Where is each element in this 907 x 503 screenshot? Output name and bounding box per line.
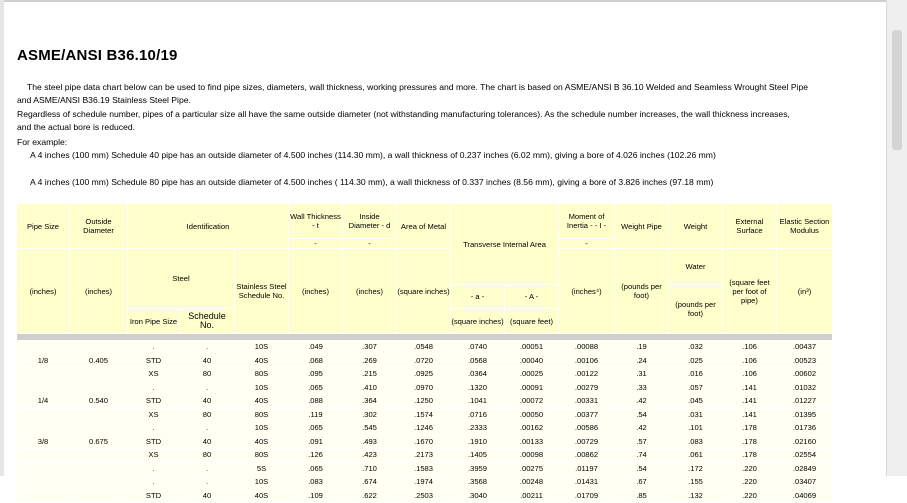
- table-cell: STD: [128, 395, 180, 409]
- table-cell: [70, 381, 128, 395]
- page-title: ASME/ANSI B36.10/19: [17, 47, 178, 64]
- table-cell: .141: [723, 408, 777, 422]
- table-cell: .00586: [559, 422, 615, 436]
- header-moment-of-inertia: Moment of Inertia - - I -: [559, 204, 615, 239]
- table-cell: .220: [723, 462, 777, 476]
- vertical-scrollbar[interactable]: [886, 0, 907, 476]
- unit-outside-diameter: (inches): [70, 249, 128, 334]
- table-cell: 1/4: [17, 395, 70, 409]
- table-cell: [17, 368, 70, 382]
- table-cell: .1320: [451, 381, 505, 395]
- table-cell: .3568: [451, 476, 505, 490]
- table-cell: .01032: [777, 381, 833, 395]
- table-cell: 80: [180, 408, 235, 422]
- table-cell: .178: [723, 422, 777, 436]
- table-cell: .364: [343, 395, 397, 409]
- table-cell: .106: [723, 368, 777, 382]
- table-cell: [70, 341, 128, 355]
- table-cell: .00106: [559, 354, 615, 368]
- table-cell: .065: [289, 381, 343, 395]
- table-cell: 40S: [235, 395, 289, 409]
- table-cell: .1250: [397, 395, 451, 409]
- table-cell: 80: [180, 449, 235, 463]
- table-cell: [17, 449, 70, 463]
- table-cell: .101: [669, 422, 723, 436]
- table-cell: 40S: [235, 435, 289, 449]
- table-cell: .02160: [777, 435, 833, 449]
- table-row: [17, 422, 833, 436]
- unit-elastic-modulus: (in³): [777, 249, 833, 334]
- table-cell: .109: [289, 489, 343, 503]
- table-cell: [17, 422, 70, 436]
- header-outside-diameter: Outside Diameter: [70, 204, 128, 249]
- table-cell: [17, 476, 70, 490]
- table-cell: .54: [615, 462, 669, 476]
- table-cell: [70, 489, 128, 503]
- table-cell: .126: [289, 449, 343, 463]
- table-cell: 10S: [235, 422, 289, 436]
- table-cell: .00098: [505, 449, 559, 463]
- table-cell: .00051: [505, 341, 559, 355]
- header-iron-pipe-size: Iron Pipe Size: [128, 309, 180, 334]
- table-cell: .710: [343, 462, 397, 476]
- pipe-data-table: [16, 203, 833, 503]
- table-cell: .01431: [559, 476, 615, 490]
- unit-weight-water-pounds: (pounds per foot): [669, 285, 723, 334]
- table-cell: 0.405: [70, 354, 128, 368]
- unit-a-large: (square feet): [505, 309, 559, 334]
- table-cell: 80S: [235, 408, 289, 422]
- table-cell: .1583: [397, 462, 451, 476]
- table-cell: .24: [615, 354, 669, 368]
- table-cell: .119: [289, 408, 343, 422]
- table-cell: .2173: [397, 449, 451, 463]
- table-cell: [70, 449, 128, 463]
- table-cell: .061: [669, 449, 723, 463]
- intro-example-2: A 4 inches (100 mm) Schedule 80 pipe has an outside diameter of 4.500 inches ( 114.30 mm), a wall thickness of 0.337 inches (8.56 mm), giving a bore of 3.826 inches (97.18 mm): [30, 177, 714, 187]
- table-cell: .1974: [397, 476, 451, 490]
- table-cell: .00050: [505, 408, 559, 422]
- table-cell: .03407: [777, 476, 833, 490]
- table-row: [17, 435, 833, 449]
- table-cell: .2333: [451, 422, 505, 436]
- table-cell: .132: [669, 489, 723, 503]
- table-cell: .19: [615, 341, 669, 355]
- table-cell: .493: [343, 435, 397, 449]
- table-cell: .00377: [559, 408, 615, 422]
- table-cell: STD: [128, 354, 180, 368]
- table-row: [17, 341, 833, 355]
- header-a-large: - A -: [505, 285, 559, 309]
- header-weight: Weight: [669, 204, 723, 249]
- table-cell: 80S: [235, 368, 289, 382]
- table-cell: [70, 476, 128, 490]
- header-identification: Identification: [128, 204, 289, 249]
- table-cell: .172: [669, 462, 723, 476]
- table-cell: .00279: [559, 381, 615, 395]
- table-cell: .0716: [451, 408, 505, 422]
- table-cell: .032: [669, 341, 723, 355]
- header-inside-dash: -: [343, 239, 397, 249]
- table-cell: .85: [615, 489, 669, 503]
- table-row: [17, 354, 833, 368]
- table-cell: [70, 368, 128, 382]
- table-cell: 40: [180, 435, 235, 449]
- table-cell: .00162: [505, 422, 559, 436]
- table-row: [17, 449, 833, 463]
- intro-line-5: For example:: [17, 137, 68, 147]
- table-cell: .: [128, 462, 180, 476]
- table-cell: .1574: [397, 408, 451, 422]
- table-cell: .: [128, 381, 180, 395]
- table-cell: .00437: [777, 341, 833, 355]
- table-cell: 1/8: [17, 354, 70, 368]
- table-cell: 40S: [235, 354, 289, 368]
- table-cell: .155: [669, 476, 723, 490]
- table-cell: XS: [128, 368, 180, 382]
- table-cell: .00275: [505, 462, 559, 476]
- table-cell: .00331: [559, 395, 615, 409]
- header-a-small: - a -: [451, 285, 505, 309]
- table-cell: .02554: [777, 449, 833, 463]
- table-cell: [70, 408, 128, 422]
- table-row: [17, 462, 833, 476]
- table-cell: .016: [669, 368, 723, 382]
- table-cell: .00072: [505, 395, 559, 409]
- table-cell: .045: [669, 395, 723, 409]
- table-cell: .00729: [559, 435, 615, 449]
- table-cell: 0.675: [70, 435, 128, 449]
- table-cell: .33: [615, 381, 669, 395]
- table-cell: .106: [723, 354, 777, 368]
- table-cell: .00122: [559, 368, 615, 382]
- table-cell: [17, 381, 70, 395]
- table-cell: 5S: [235, 462, 289, 476]
- table-cell: .01197: [559, 462, 615, 476]
- table-cell: .220: [723, 476, 777, 490]
- table-cell: [17, 341, 70, 355]
- table-cell: .410: [343, 381, 397, 395]
- table-cell: 0.540: [70, 395, 128, 409]
- header-pipe-size: Pipe Size: [17, 204, 70, 249]
- table-cell: .106: [723, 341, 777, 355]
- table-cell: .088: [289, 395, 343, 409]
- pipe-table-body: [17, 341, 833, 503]
- table-cell: .0568: [451, 354, 505, 368]
- header-wall-thickness: Wall Thickness - t: [289, 204, 343, 239]
- header-area-of-metal: Area of Metal: [397, 204, 451, 249]
- header-steel: Steel: [128, 249, 235, 309]
- unit-area-of-metal: (square inches): [397, 249, 451, 334]
- table-cell: .1246: [397, 422, 451, 436]
- table-cell: .02849: [777, 462, 833, 476]
- table-cell: 10S: [235, 341, 289, 355]
- header-external-surface: External Surface: [723, 204, 777, 249]
- table-cell: .065: [289, 462, 343, 476]
- unit-a-small: (square inches): [451, 309, 505, 334]
- table-cell: .: [128, 341, 180, 355]
- table-cell: .00862: [559, 449, 615, 463]
- table-row: [17, 408, 833, 422]
- left-gutter: [0, 0, 4, 476]
- table-cell: .00025: [505, 368, 559, 382]
- unit-weight-water: Water: [669, 249, 723, 285]
- table-cell: .1041: [451, 395, 505, 409]
- table-cell: .083: [289, 476, 343, 490]
- table-cell: .049: [289, 341, 343, 355]
- table-cell: .00133: [505, 435, 559, 449]
- table-cell: .025: [669, 354, 723, 368]
- table-cell: .1405: [451, 449, 505, 463]
- table-cell: [17, 408, 70, 422]
- table-cell: .04069: [777, 489, 833, 503]
- table-cell: .302: [343, 408, 397, 422]
- table-cell: .031: [669, 408, 723, 422]
- table-cell: 10S: [235, 476, 289, 490]
- table-cell: .622: [343, 489, 397, 503]
- table-cell: .674: [343, 476, 397, 490]
- intro-line-1: The steel pipe data chart below can be used to find pipe sizes, diameters, wall thickness, working pressures and more. The chart is based on ASME/ANSI B 36.10 Welded and Seamless Wrought Steel Pipe: [27, 82, 809, 92]
- table-cell: .31: [615, 368, 669, 382]
- unit-external-surface: (square feet per foot of pipe): [723, 249, 777, 334]
- table-cell: .42: [615, 422, 669, 436]
- table-cell: .00248: [505, 476, 559, 490]
- table-cell: XS: [128, 408, 180, 422]
- table-row: [17, 395, 833, 409]
- table-cell: .068: [289, 354, 343, 368]
- table-cell: .091: [289, 435, 343, 449]
- table-cell: .00523: [777, 354, 833, 368]
- header-weight-pipe: Weight Pipe: [615, 204, 669, 249]
- table-row: [17, 381, 833, 395]
- table-cell: 3/8: [17, 435, 70, 449]
- table-cell: 80S: [235, 449, 289, 463]
- table-cell: [17, 462, 70, 476]
- header-inside-diameter: Inside Diameter - d: [343, 204, 397, 239]
- table-cell: .178: [723, 435, 777, 449]
- table-cell: .74: [615, 449, 669, 463]
- table-cell: 40: [180, 354, 235, 368]
- table-cell: .01227: [777, 395, 833, 409]
- table-cell: .: [180, 381, 235, 395]
- header-transverse-area: Transverse Internal Area: [451, 204, 559, 285]
- table-cell: .220: [723, 489, 777, 503]
- table-cell: [17, 489, 70, 503]
- table-cell: .0970: [397, 381, 451, 395]
- header-separator: [17, 334, 833, 341]
- table-cell: .54: [615, 408, 669, 422]
- unit-pipe-size: (inches): [17, 249, 70, 334]
- header-elastic-modulus: Elastic Section Modulus: [777, 204, 833, 249]
- table-cell: .0548: [397, 341, 451, 355]
- table-cell: .00602: [777, 368, 833, 382]
- table-cell: .00088: [559, 341, 615, 355]
- table-cell: .67: [615, 476, 669, 490]
- unit-moment-of-inertia: (inches⁴): [559, 249, 615, 334]
- scrollbar-thumb[interactable]: [892, 30, 902, 150]
- unit-inside-diameter: (inches): [343, 249, 397, 334]
- table-row: [17, 476, 833, 490]
- table-cell: .0740: [451, 341, 505, 355]
- table-cell: 40: [180, 395, 235, 409]
- table-cell: .: [180, 422, 235, 436]
- table-cell: [70, 462, 128, 476]
- table-cell: [70, 422, 128, 436]
- table-cell: .: [180, 476, 235, 490]
- table-cell: .423: [343, 449, 397, 463]
- table-row: [17, 489, 833, 503]
- unit-weight-pipe: (pounds per foot): [615, 249, 669, 334]
- header-schedule-no: Schedule No.: [180, 309, 235, 334]
- intro-line-2: and ASME/ANSI B36.19 Stainless Steel Pipe.: [17, 95, 191, 105]
- table-cell: .178: [723, 449, 777, 463]
- table-cell: .01736: [777, 422, 833, 436]
- table-cell: .42: [615, 395, 669, 409]
- table-cell: 10S: [235, 381, 289, 395]
- table-cell: .1910: [451, 435, 505, 449]
- table-cell: .083: [669, 435, 723, 449]
- table-cell: .0925: [397, 368, 451, 382]
- table-cell: .57: [615, 435, 669, 449]
- intro-example-1: A 4 inches (100 mm) Schedule 40 pipe has an outside diameter of 4.500 inches (114.30 mm), a wall thickness of 0.237 inches (6.02 mm), giving a bore of 4.026 inches (102.26 mm): [30, 150, 716, 160]
- table-cell: .141: [723, 395, 777, 409]
- table-cell: .2503: [397, 489, 451, 503]
- table-row: [17, 368, 833, 382]
- table-cell: .095: [289, 368, 343, 382]
- header-stainless: Stainless Steel Schedule No.: [235, 249, 289, 334]
- table-cell: .: [128, 476, 180, 490]
- table-cell: .215: [343, 368, 397, 382]
- table-cell: 40: [180, 489, 235, 503]
- table-cell: .545: [343, 422, 397, 436]
- table-cell: .269: [343, 354, 397, 368]
- table-cell: .: [180, 462, 235, 476]
- table-cell: .01395: [777, 408, 833, 422]
- header-wall-dash: -: [289, 239, 343, 249]
- table-cell: .3959: [451, 462, 505, 476]
- table-cell: .057: [669, 381, 723, 395]
- table-cell: STD: [128, 435, 180, 449]
- table-cell: .: [128, 422, 180, 436]
- table-cell: .00091: [505, 381, 559, 395]
- table-cell: 80: [180, 368, 235, 382]
- intro-line-4: and the actual bore is reduced.: [17, 122, 136, 132]
- header-moment-dash: -: [559, 239, 615, 249]
- table-cell: .1670: [397, 435, 451, 449]
- table-cell: .0364: [451, 368, 505, 382]
- table-cell: .: [180, 341, 235, 355]
- table-cell: .0720: [397, 354, 451, 368]
- table-cell: .065: [289, 422, 343, 436]
- table-cell: .00211: [505, 489, 559, 503]
- window-top-border: [0, 0, 907, 2]
- table-cell: .00040: [505, 354, 559, 368]
- table-cell: 40S: [235, 489, 289, 503]
- table-cell: STD: [128, 489, 180, 503]
- table-cell: .307: [343, 341, 397, 355]
- intro-line-3: Regardless of schedule number, pipes of a particular size all have the same outside diameter (not withstanding manufacturing tolerances). As the schedule number increases, the wall thickness increases,: [17, 109, 790, 119]
- table-cell: XS: [128, 449, 180, 463]
- table-cell: .141: [723, 381, 777, 395]
- table-cell: .3040: [451, 489, 505, 503]
- unit-wall-thickness: (inches): [289, 249, 343, 334]
- table-cell: .01709: [559, 489, 615, 503]
